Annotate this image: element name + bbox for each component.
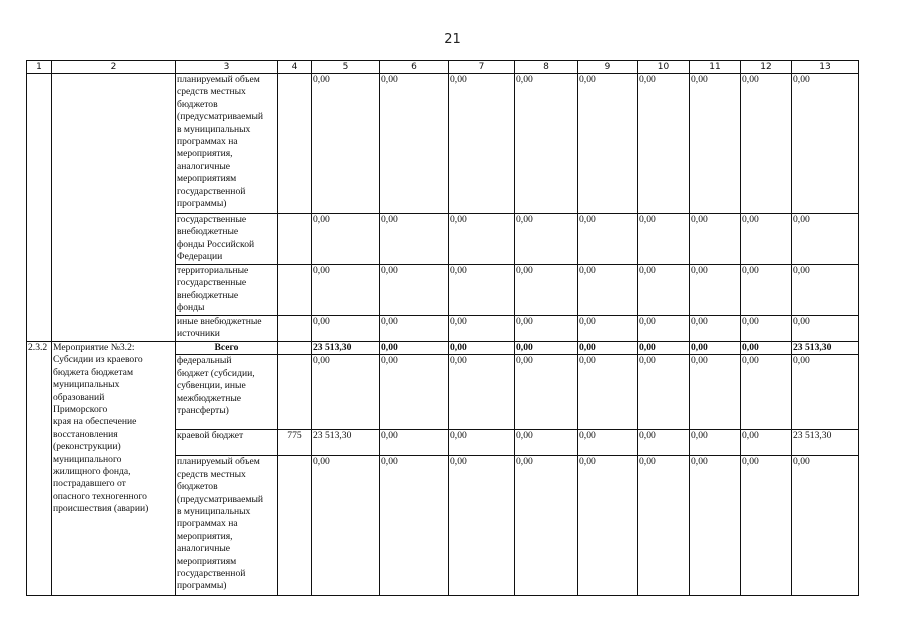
value-cell: 0,00 (690, 214, 741, 265)
value-cell: 0,00 (515, 456, 578, 596)
value-cell: 0,00 (449, 355, 515, 430)
value-cell: 0,00 (638, 342, 690, 355)
value-cell: 0,00 (792, 214, 859, 265)
header-row (27, 61, 859, 74)
value-cell: 0,00 (578, 430, 638, 456)
value-cell: 0,00 (690, 265, 741, 316)
value-cell: 0,00 (741, 265, 792, 316)
column-header: 2 (52, 61, 176, 74)
value-cell: 0,00 (515, 74, 578, 214)
value-cell: 0,00 (380, 456, 449, 596)
value-cell: 0,00 (690, 316, 741, 342)
value-cell: 0,00 (380, 316, 449, 342)
value-cell: 0,00 (515, 355, 578, 430)
value-cell: 23 513,30 (312, 342, 380, 355)
value-cell: 0,00 (515, 265, 578, 316)
value-cell: 0,00 (792, 74, 859, 214)
value-cell: 0,00 (578, 342, 638, 355)
budget-table (26, 60, 859, 596)
value-cell: 0,00 (638, 214, 690, 265)
number-cell-empty (27, 74, 52, 342)
value-cell: 0,00 (638, 74, 690, 214)
column-header: 9 (578, 61, 638, 74)
value-cell: 0,00 (312, 265, 380, 316)
value-cell: 0,00 (690, 342, 741, 355)
source-cell: иные внебюджетные источники (176, 316, 278, 342)
table-row-total (27, 342, 859, 355)
value-cell: 0,00 (741, 316, 792, 342)
value-cell: 0,00 (449, 316, 515, 342)
code-cell (278, 316, 312, 342)
value-cell: 0,00 (449, 342, 515, 355)
value-cell: 0,00 (690, 355, 741, 430)
value-cell: 0,00 (515, 214, 578, 265)
value-cell: 0,00 (380, 214, 449, 265)
value-cell: 0,00 (312, 74, 380, 214)
value-cell: 0,00 (741, 342, 792, 355)
value-cell: 0,00 (449, 265, 515, 316)
code-cell: 775 (278, 430, 312, 456)
value-cell: 0,00 (449, 456, 515, 596)
column-header: 3 (176, 61, 278, 74)
page-number: 21 (444, 32, 461, 47)
source-cell: государственные внебюджетные фонды Российской Федерации (176, 214, 278, 265)
value-cell: 23 513,30 (312, 430, 380, 456)
value-cell: 0,00 (578, 355, 638, 430)
value-cell: 0,00 (741, 355, 792, 430)
value-cell: 0,00 (449, 74, 515, 214)
value-cell: 0,00 (690, 430, 741, 456)
code-cell (278, 342, 312, 355)
value-cell: 0,00 (449, 430, 515, 456)
column-header: 4 (278, 61, 312, 74)
value-cell: 0,00 (792, 456, 859, 596)
source-cell: территориальные государственные внебюджетные фонды (176, 265, 278, 316)
value-cell: 0,00 (380, 342, 449, 355)
value-cell: 0,00 (690, 74, 741, 214)
event-number: 2.3.2 (27, 342, 52, 596)
value-cell: 0,00 (638, 265, 690, 316)
value-cell: 23 513,30 (792, 430, 859, 456)
value-cell: 0,00 (578, 265, 638, 316)
source-cell: федеральный бюджет (субсидии, субвенции, иные межбюджетные трансферты) (176, 355, 278, 430)
source-cell: планируемый объем средств местных бюджетов (предусматриваемый в муниципальных программах на мероприятия, аналогичные мероприятиям государственной программы) (176, 74, 278, 214)
source-cell-total: Всего (176, 342, 278, 355)
value-cell: 0,00 (638, 316, 690, 342)
value-cell: 0,00 (515, 430, 578, 456)
value-cell: 0,00 (638, 456, 690, 596)
value-cell: 0,00 (741, 456, 792, 596)
value-cell: 0,00 (380, 355, 449, 430)
event-title-cell-empty (52, 74, 176, 342)
value-cell: 0,00 (578, 74, 638, 214)
table-row (27, 74, 859, 214)
code-cell (278, 355, 312, 430)
column-header: 1 (27, 61, 52, 74)
value-cell: 0,00 (312, 214, 380, 265)
value-cell: 0,00 (578, 456, 638, 596)
value-cell: 0,00 (380, 265, 449, 316)
value-cell: 0,00 (792, 355, 859, 430)
column-header: 8 (515, 61, 578, 74)
code-cell (278, 265, 312, 316)
column-header: 5 (312, 61, 380, 74)
column-header: 10 (638, 61, 690, 74)
value-cell: 0,00 (741, 214, 792, 265)
event-title: Мероприятие №3.2: Субсидии из краевого бюджета бюджетам муниципальных образований Приморского края на обеспечение восстановления (реконструкции) муниципального жилищного фонда, пострадавшего от опасного техногенного происшествия (аварии) (52, 342, 176, 596)
column-header: 12 (741, 61, 792, 74)
value-cell: 0,00 (638, 430, 690, 456)
value-cell: 0,00 (638, 355, 690, 430)
value-cell: 0,00 (515, 342, 578, 355)
column-header: 7 (449, 61, 515, 74)
value-cell: 0,00 (792, 316, 859, 342)
value-cell: 0,00 (578, 214, 638, 265)
value-cell: 0,00 (578, 316, 638, 342)
value-cell: 0,00 (515, 316, 578, 342)
value-cell: 0,00 (792, 265, 859, 316)
source-cell: планируемый объем средств местных бюджетов (предусматриваемый в муниципальных программах на мероприятия, аналогичные мероприятиям государственной программы) (176, 456, 278, 596)
value-cell: 0,00 (312, 355, 380, 430)
code-cell (278, 456, 312, 596)
code-cell (278, 74, 312, 214)
column-header: 13 (792, 61, 859, 74)
source-cell: краевой бюджет (176, 430, 278, 456)
value-cell: 0,00 (449, 214, 515, 265)
value-cell: 0,00 (741, 74, 792, 214)
value-cell: 0,00 (312, 456, 380, 596)
value-cell: 23 513,30 (792, 342, 859, 355)
column-header: 11 (690, 61, 741, 74)
value-cell: 0,00 (380, 430, 449, 456)
column-header: 6 (380, 61, 449, 74)
value-cell: 0,00 (690, 456, 741, 596)
value-cell: 0,00 (312, 316, 380, 342)
value-cell: 0,00 (741, 430, 792, 456)
value-cell: 0,00 (380, 74, 449, 214)
code-cell (278, 214, 312, 265)
